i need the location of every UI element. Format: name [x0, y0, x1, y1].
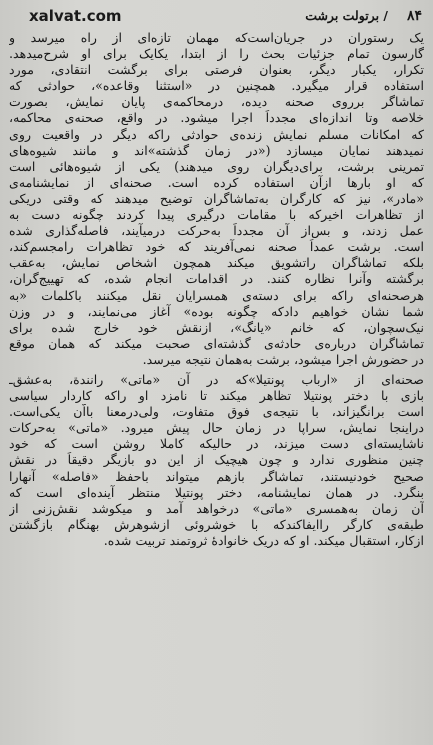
text-line: آن زمان به‌همسری «ماتی» درخواهد آمد و میکوشد نقش‌زنی از — [9, 500, 424, 516]
text-line: تمرینی برشت، برای‌دیگران روی میدهند) یکی از شیوه‌هائی است — [9, 158, 424, 174]
header-separator: / — [383, 8, 388, 23]
text-line: که او بارها ازآن استفاده کرده است. صحنه‌ای از نمایشنامه‌ی — [9, 174, 424, 190]
page-header — [9, 6, 424, 26]
page-number: ۸۴ — [406, 8, 422, 24]
running-title — [305, 6, 388, 26]
text-line: هرصحنه‌ای راکه برای دسته‌ی همسرایان نقل میکنند باکلمات «به — [9, 287, 424, 303]
text-line: است. برشت عمداً صحنه نمی‌آفریند که خود تظاهرات رامجسم‌کند، — [9, 239, 424, 255]
text-line: تماشاگران درباره‌ی حادثه‌ی گذشته‌ای صحبت میکند که همان موقع — [9, 335, 424, 351]
paragraph — [9, 372, 424, 549]
text-line: عمل زدند، و بس‌از آن مجدداً به‌حرکت درمیآیند، فاصله‌گذاری شده — [9, 223, 424, 239]
text-line: ناشایسته‌ای دست میزند، در حالیکه کاملا روشن است که خود — [9, 436, 424, 452]
text-line: بنگرد. در همان نمایشنامه، دختر پونتیلا منتظر آینده‌ای است که — [9, 484, 424, 500]
text-line: برگشته وآنرا نظاره کنند. در اقدامات انجام شده، که تهییج‌گران، — [9, 271, 424, 287]
text-line: شما نشان خواهیم دادکه چگونه بوده» آغاز می‌نمایند، و در وزن — [9, 303, 424, 319]
text-line: نمیدهند نمایان میسازد («در زمان گذشته»اند و مانند شیوه‌های — [9, 142, 424, 158]
text-line: صحنه‌ای از «ارباب پونتیلا»که در آن «ماتی» رانندة، به‌عشق‌ـ — [9, 371, 424, 387]
text-line: نیک‌سچوان، که خانم «یانگ»، ازنقش خود خارج شده برای — [9, 319, 424, 335]
watermark-text: xalvat.com — [29, 7, 122, 25]
text-line: بلکه تماشاگران راتشویق میکند همچون اشخاص نمایش، به‌عقب — [9, 255, 424, 271]
text-line: که امکانات مسلم نمایش زنده‌ی حوادثی راکه دیگر در واقعیت روی — [9, 126, 424, 142]
text-line: از تظاهرات اخیرکه با مقامات درگیری پیدا کردند چگونه دست به — [9, 207, 424, 223]
page-body — [9, 30, 424, 549]
running-title-text: برتولت برشت — [305, 8, 380, 23]
text-line: خلاصه وتا اندازه‌ای مجدداً اجرا میشود. در واقع، صحنه‌ی محاکمه، — [9, 110, 424, 126]
text-line: چنین منظوری ندارد و چون هیچیک از این دو بازیگر دقیقاً در نقش — [9, 452, 424, 468]
text-line: یک رستوران در جریان‌است‌که مهمان تازه‌ای از راه میرسد و — [9, 30, 424, 45]
text-line: استفاده قرار میگیرد. همچنین در «استثنا وقاعده»، حوادثی که — [9, 78, 424, 94]
text-line: ازکار، استقبال میکند. او که دریک خانوادهٔ ثروتمند تربیت شده. — [103, 532, 424, 548]
text-line: است برانگیزاند، با نتیجه‌ی فوق متفاوت، ولی‌درمعنا بااّن یکی‌است. — [9, 404, 424, 420]
paragraph — [9, 30, 424, 368]
text-line: گارسون تمام جزئیات بحث را از ابتدا، یکایک برای او شرح‌میدهد. — [9, 46, 424, 62]
text-line: بازی با دختر پونتیلا تظاهر میکند تا نامزد او راکه کاردار سیاسی — [9, 388, 424, 404]
text-line: صحیح خودنیستند، تماشاگر بازهم میتواند باحفظ «فاصله» آنهارا — [9, 468, 424, 484]
text-line: طبقه‌ی کارگر راایفاکندکه با خوشروئی ازشوهرش بهنگام بازگشتن — [9, 516, 424, 532]
text-line: «مادر»، نیز که کارگران به‌تماشاگران توضیح میدهند که وقتی دریکی — [9, 190, 424, 206]
text-line: تکرار، یکبار دیگر، بعنوان فرصتی برای برگشت انتقادی، مورد — [9, 62, 424, 78]
text-line: در حضورش اجرا میشود، برشت به‌همان نتیجه میرسد. — [142, 351, 424, 367]
text-line: تماشاگر برروی صحنه دیده، درمحاکمه‌ی پایان نمایش، بصورت — [9, 94, 424, 110]
text-line: دراینجا نمایش، سراپا در زمان حال پیش میرود. «ماتی» به‌حرکات — [9, 420, 424, 436]
